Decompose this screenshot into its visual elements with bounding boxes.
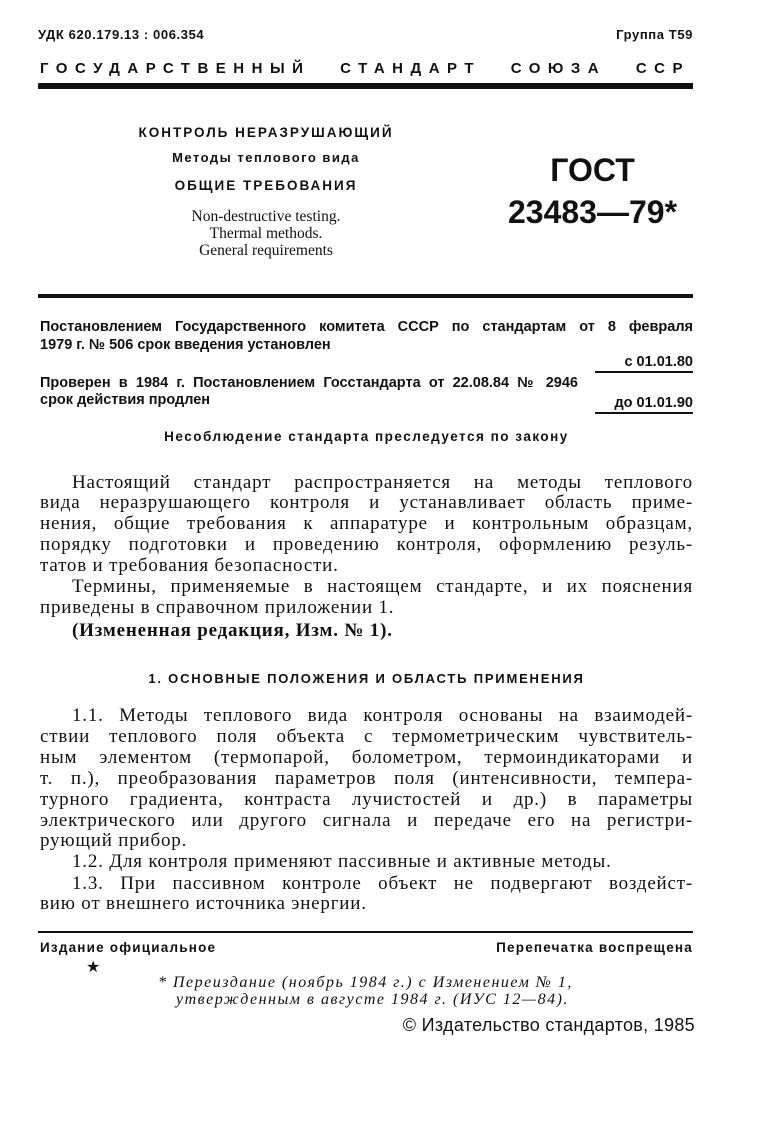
clause-1-1-line: т. п.), преобразования параметров поля (интенсивности, темпера- — [40, 768, 693, 789]
clause-1-1-line: электрического или другого сигнала и передаче его на регистри- — [40, 810, 693, 831]
intro-paragraph-line: вида неразрушающего контроля и устанавливает область приме- — [40, 492, 693, 513]
star-icon: ★ — [86, 957, 101, 976]
clause-1-1-line: 1.1. Методы теплового вида контроля основаны на взаимодей- — [72, 705, 693, 726]
decree-line: 1979 г. № 506 срок введения установлен — [40, 337, 331, 353]
gost-number: 23483—79* — [507, 194, 678, 230]
clause-1-1-line: ным элементом (термопарой, болометром, термоиндикаторами и — [40, 747, 693, 768]
subject-subtitle: Методы теплового вида — [172, 150, 360, 165]
intro-paragraph-line: татов и требования безопасности. — [40, 555, 339, 576]
section-heading: 1. ОСНОВНЫЕ ПОЛОЖЕНИЯ И ОБЛАСТЬ ПРИМЕНЕНИЯ — [148, 671, 585, 686]
standard-banner-title: ГОСУДАРСТВЕННЫЙ СТАНДАРТ СОЮЗА ССР — [40, 60, 690, 77]
terms-paragraph-line: Термины, применяемые в настоящем стандарте, и их пояснения — [72, 576, 693, 597]
date-extended: до 01.01.90 — [614, 395, 693, 411]
legal-notice: Несоблюдение стандарта преследуется по закону — [164, 429, 569, 444]
copyright: © Издательство стандартов, 1985 — [402, 1015, 695, 1035]
udc-code: УДК 620.179.13 : 006.354 — [38, 27, 205, 42]
intro-paragraph-line: порядку подготовки и проведению контроля, оформлению резуль- — [40, 534, 693, 555]
clause-1-3-line: вию от внешнего источника энергии. — [40, 893, 367, 914]
revision-line: Проверен в 1984 г. Постановлением Госстандарта от 22.08.84 № 2946 — [40, 375, 578, 391]
subject-title: КОНТРОЛЬ НЕРАЗРУШАЮЩИЙ — [138, 125, 394, 140]
intro-paragraph-line: Настоящий стандарт распространяется на методы теплового — [72, 472, 693, 493]
reissue-note-line: утвержденным в августе 1984 г. (ИУС 12—84). — [176, 991, 569, 1008]
reprint-prohibited-label: Перепечатка воспрещена — [496, 940, 693, 955]
header-rule — [38, 83, 693, 89]
decree-line: Постановлением Государственного комитета СССР по стандартам от 8 февраля — [40, 319, 693, 335]
english-title-line: General requirements — [199, 242, 333, 259]
group-code: Группа Т59 — [616, 27, 693, 42]
clause-1-3-line: 1.3. При пассивном контроле объект не подвергают воздейст- — [72, 873, 693, 894]
official-edition-label: Издание официальное — [40, 940, 217, 955]
terms-paragraph-line: приведены в справочном приложении 1. — [40, 597, 395, 618]
footer-rule — [38, 931, 693, 933]
clause-1-1-line: ствии теплового поля объекта с термометрическим чувствитель- — [40, 726, 693, 747]
date-extended-underline — [595, 412, 693, 414]
revision-line: срок действия продлен — [40, 392, 211, 408]
subject-requirements: ОБЩИЕ ТРЕБОВАНИЯ — [174, 178, 358, 193]
gost-label: ГОСТ — [550, 152, 635, 188]
english-title-line: Non-destructive testing. — [191, 208, 341, 225]
intro-paragraph-line: нения, общие требования к аппаратуре и контрольным образцам, — [40, 513, 693, 534]
clause-1-1-line: турного градиента, контраста лучистостей и др.) в параметры — [40, 789, 693, 810]
english-title-line: Thermal methods. — [209, 225, 323, 242]
amendment-note: (Измененная редакция, Изм. № 1). — [72, 620, 393, 641]
clause-1-1-line: рующий прибор. — [40, 830, 188, 851]
reissue-note-line: * Переиздание (ноябрь 1984 г.) с Изменением № 1, — [158, 974, 573, 991]
date-introduced-underline — [595, 371, 693, 373]
date-introduced: с 01.01.80 — [624, 354, 693, 370]
clause-1-2: 1.2. Для контроля применяют пассивные и активные методы. — [72, 851, 612, 872]
title-rule — [38, 294, 693, 298]
